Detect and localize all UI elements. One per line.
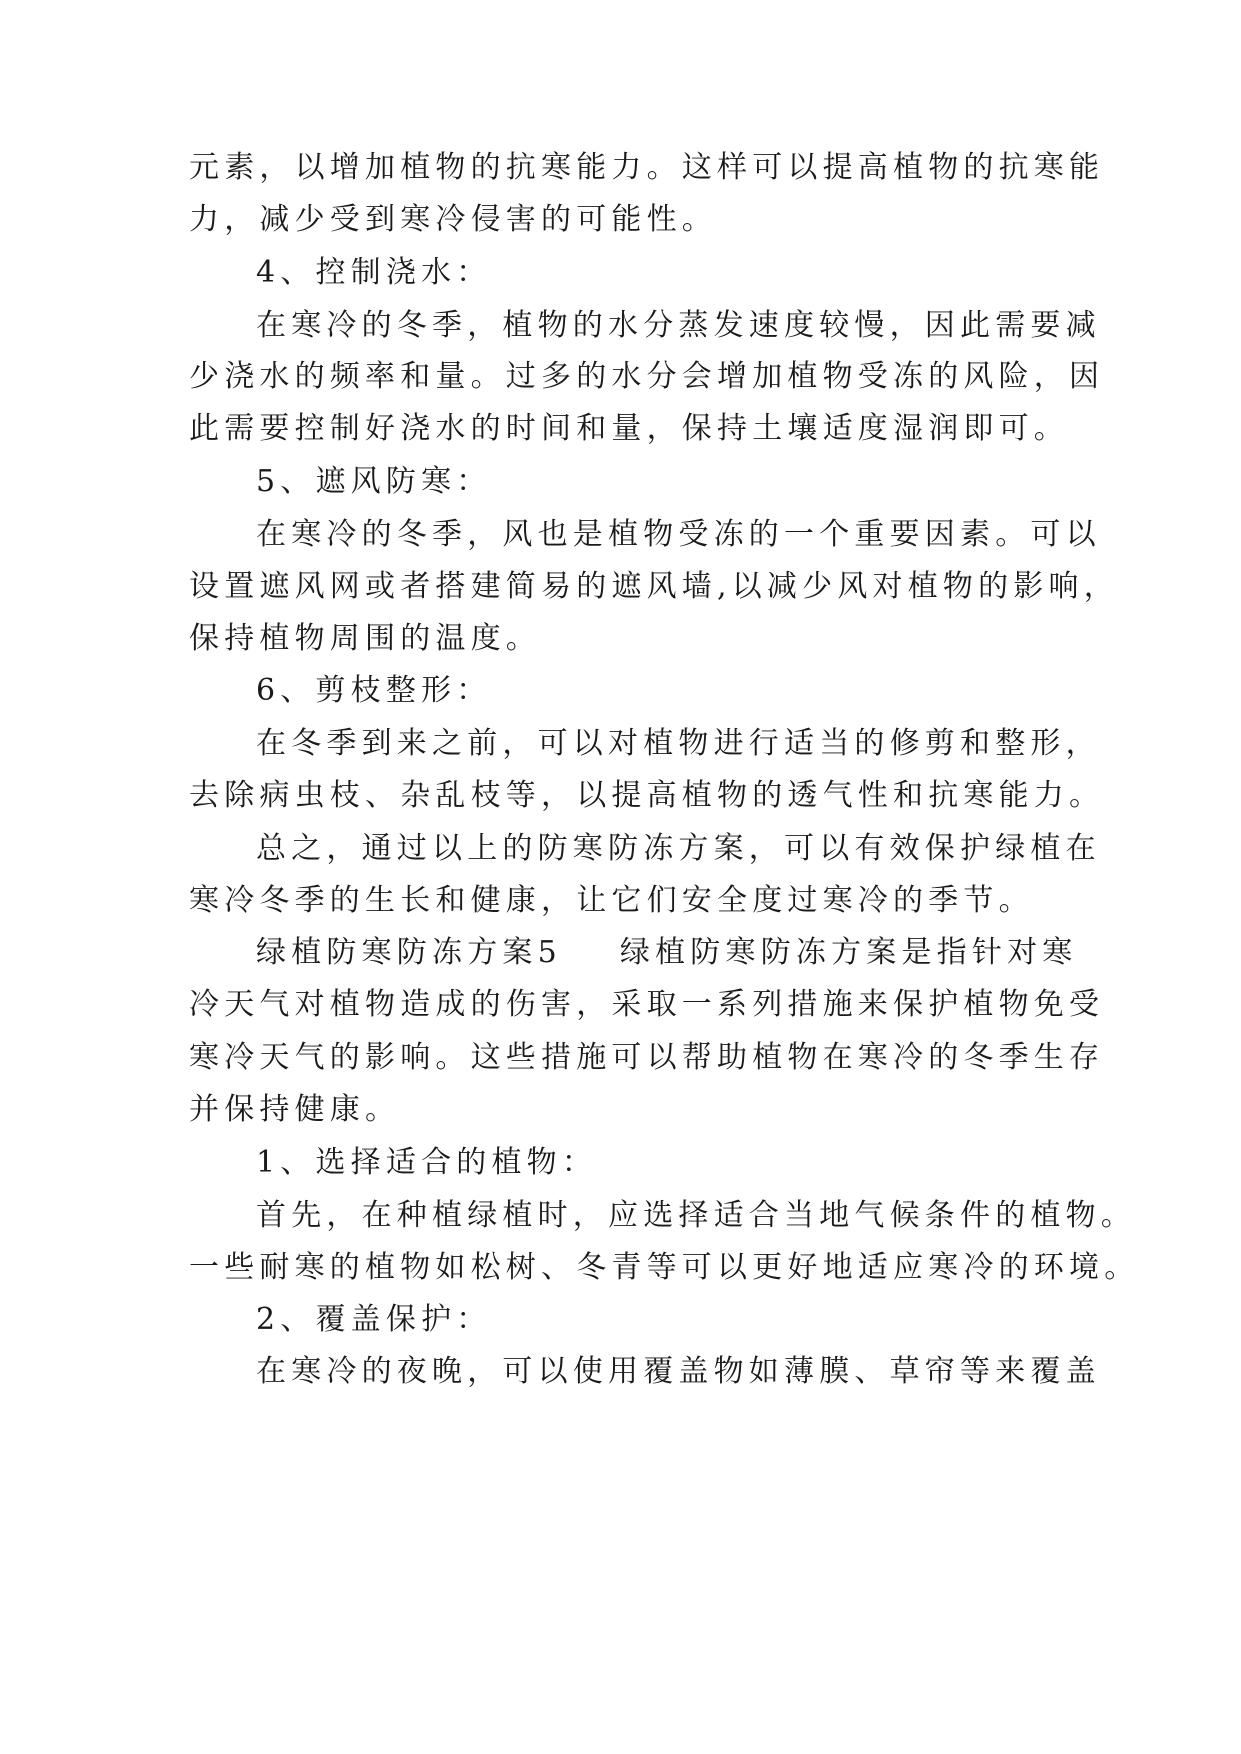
text-line: 在冬季到来之前，可以对植物进行适当的修剪和整形， [256, 726, 1101, 761]
section-heading: 6、剪枝整形： [256, 673, 492, 708]
text-line: 少浇水的频率和量。过多的水分会增加植物受冻的风险，因 [189, 359, 1105, 394]
text-line: 设置遮风网或者搭建简易的遮风墙,以减少风对植物的影响， [189, 569, 1119, 604]
text-line: 保持植物周围的温度。 [189, 621, 541, 656]
section-heading: 5、遮风防寒： [256, 464, 492, 499]
text-line: 寒冷天气的影响。这些措施可以帮助植物在寒冷的冬季生存 [189, 1040, 1105, 1075]
section-heading: 2、覆盖保护： [256, 1302, 492, 1337]
text-line: 首先，在种植绿植时，应选择适合当地气候条件的植物。 [256, 1198, 1136, 1233]
text-line: 去除病虫枝、杂乱枝等，以提高植物的透气性和抗寒能力。 [189, 778, 1105, 813]
text-line [256, 933, 1136, 973]
text-line: 绿植防寒防冻方案是指针对寒 [619, 935, 1078, 970]
text-line: 寒冷冬季的生长和健康，让它们安全度过寒冷的季节。 [189, 883, 1034, 918]
text-line: 在寒冷的冬季，植物的水分蒸发速度较慢，因此需要减 [256, 308, 1101, 343]
text-line: 一些耐寒的植物如松树、冬青等可以更好地适应寒冷的环境。 [189, 1250, 1140, 1285]
text-line: 在寒冷的夜晚，可以使用覆盖物如薄膜、草帘等来覆盖 [256, 1354, 1101, 1389]
text-line: 冷天气对植物造成的伤害，采取一系列措施来保护植物免受 [189, 987, 1105, 1022]
section-title: 绿植防寒防冻方案5 [256, 935, 562, 970]
text-line: 力，减少受到寒冷侵害的可能性。 [189, 202, 717, 237]
text-line: 此需要控制好浇水的时间和量，保持土壤适度湿润即可。 [189, 411, 1069, 446]
text-line: 并保持健康。 [189, 1092, 401, 1127]
section-heading: 4、控制浇水： [256, 255, 492, 290]
text-line: 总之，通过以上的防寒防冻方案，可以有效保护绿植在 [256, 831, 1101, 866]
section-heading: 1、选择适合的植物： [256, 1145, 598, 1180]
text-line: 在寒冷的冬季，风也是植物受冻的一个重要因素。可以 [256, 517, 1101, 552]
text-line: 元素，以增加植物的抗寒能力。这样可以提高植物的抗寒能 [189, 150, 1105, 185]
